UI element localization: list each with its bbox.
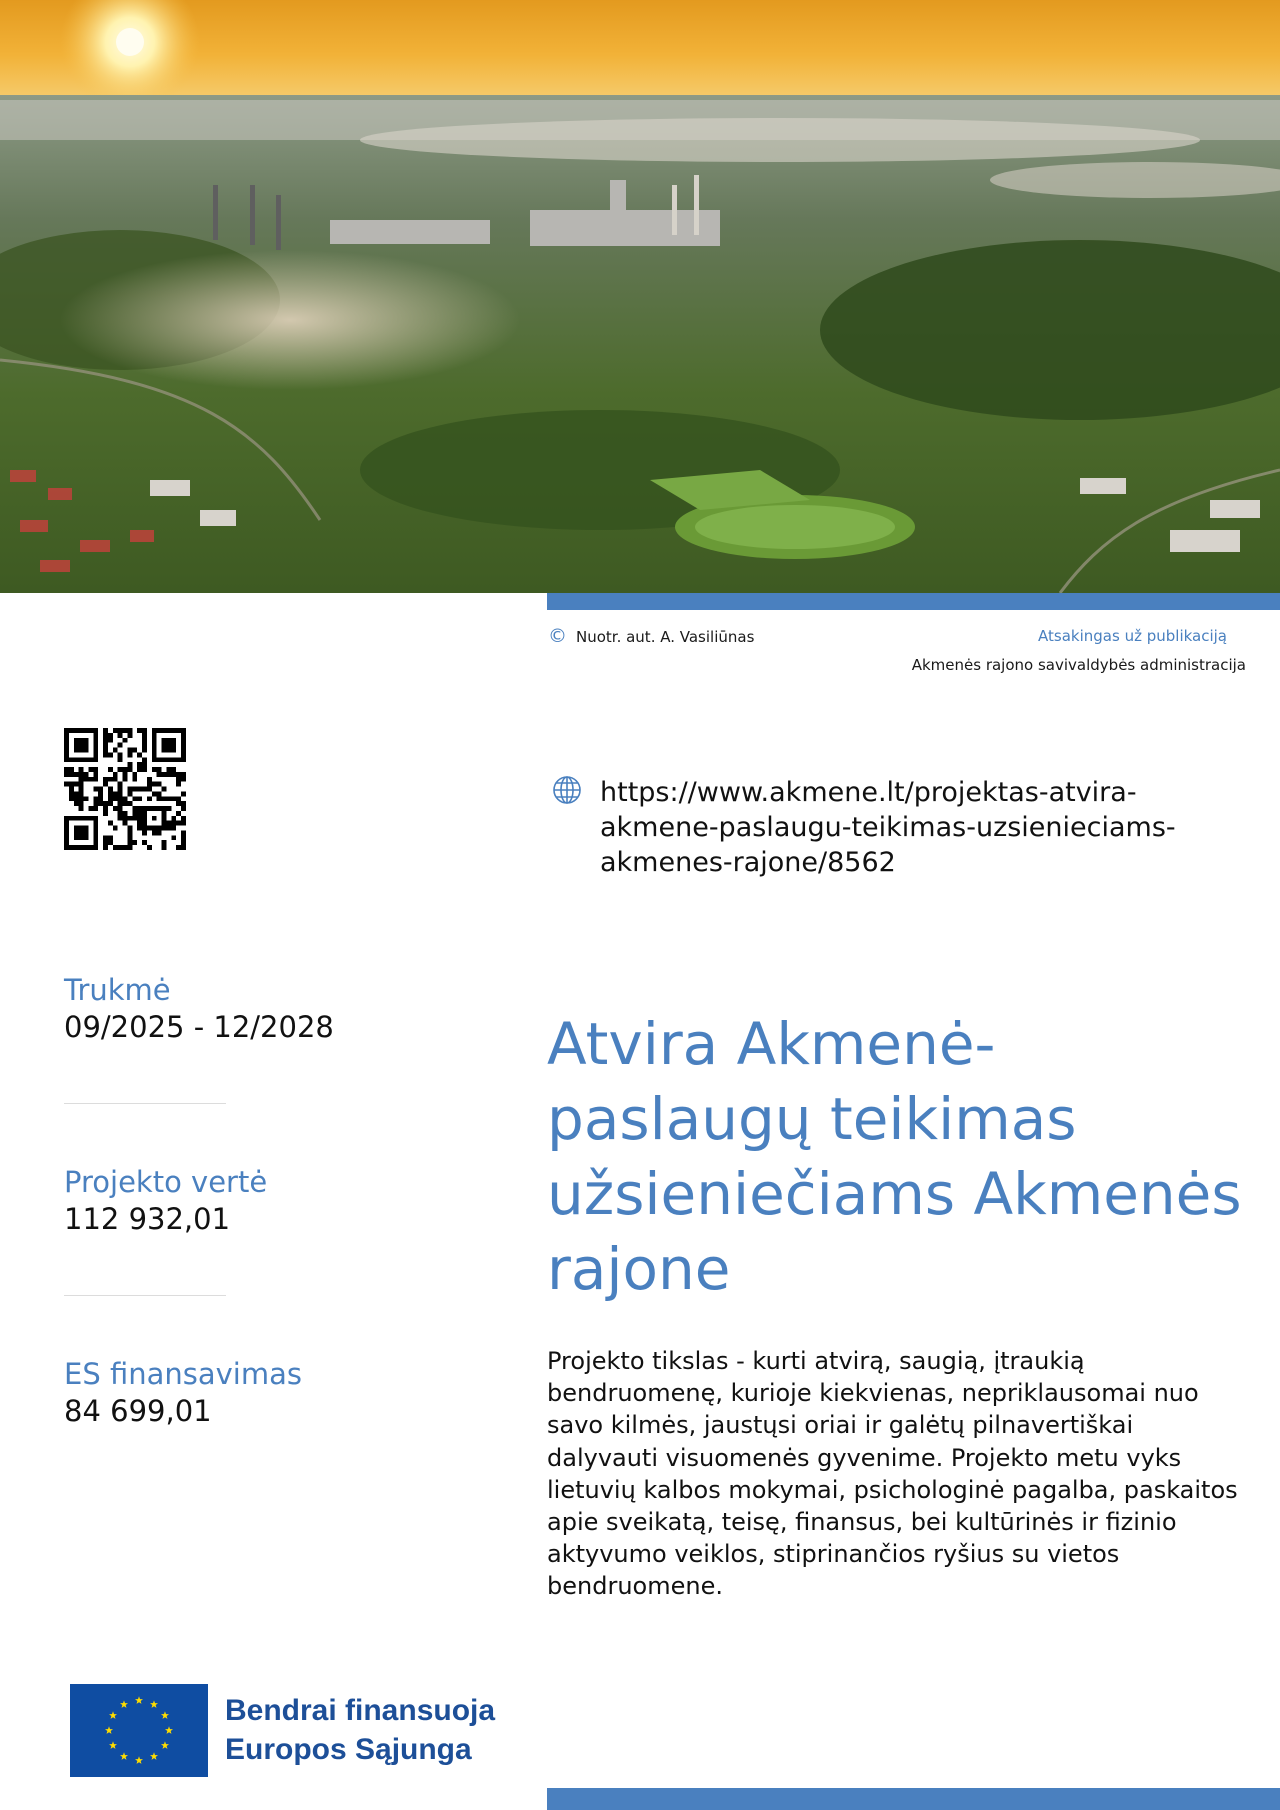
eu-text-line1: Bendrai finansuoja bbox=[225, 1694, 496, 1727]
website-block bbox=[552, 775, 1232, 880]
eu-funding-label: ES finansavimas bbox=[64, 1357, 302, 1391]
divider bbox=[64, 1295, 226, 1296]
eu-cofunded-text bbox=[225, 1691, 495, 1769]
project-value-amount: 112 932,01 bbox=[64, 1202, 231, 1236]
globe-icon bbox=[552, 775, 582, 805]
photo-credit-text: Nuotr. aut. A. Vasiliūnas bbox=[576, 627, 755, 646]
eu-text-line2: Europos Sąjunga bbox=[225, 1733, 472, 1766]
copyright-icon: © bbox=[548, 625, 567, 647]
eu-flag-icon bbox=[70, 1684, 208, 1777]
project-value-label: Projekto vertė bbox=[64, 1165, 268, 1199]
responsible-label: Atsakingas už publikaciją bbox=[1038, 627, 1227, 645]
hero-photo bbox=[0, 0, 1280, 593]
qr-code[interactable] bbox=[64, 728, 186, 850]
project-description: Projekto tikslas - kurti atvirą, saugią, įtraukią bendruomenę, kurioje kiekvienas, nepriklausomai nuo savo kilmės, jaustųsi oriai ir galėtų pilnavertiškai dalyvauti visuomenės gyvenime. Projekto metu vyks lietuvių kalbos mokymai, psichologinė pagalba, paskaitos apie sveikatą, teisę, finansus, bei kultūrinės ir fizinio aktyvumo veiklos, stiprinančios ryšius su vietos bendruomene. bbox=[547, 1347, 1238, 1601]
top-accent-bar bbox=[547, 593, 1280, 610]
project-title: Atvira Akmenė- paslaugų teikimas užsieniečiams Akmenės rajone bbox=[547, 1010, 1242, 1303]
duration-label: Trukmė bbox=[64, 973, 171, 1007]
divider bbox=[64, 1103, 226, 1104]
responsible-organization: Akmenės rajono savivaldybės administracija bbox=[911, 656, 1246, 674]
photo-credit bbox=[548, 627, 754, 646]
website-link[interactable]: https://www.akmene.lt/projektas-atvira-akmene-paslaugu-teikimas-uzsienieciams-akmenes-rajone/8562 bbox=[600, 777, 1176, 878]
duration-value: 09/2025 - 12/2028 bbox=[64, 1010, 334, 1044]
eu-funding-amount: 84 699,01 bbox=[64, 1394, 212, 1428]
bottom-accent-bar bbox=[547, 1788, 1280, 1810]
